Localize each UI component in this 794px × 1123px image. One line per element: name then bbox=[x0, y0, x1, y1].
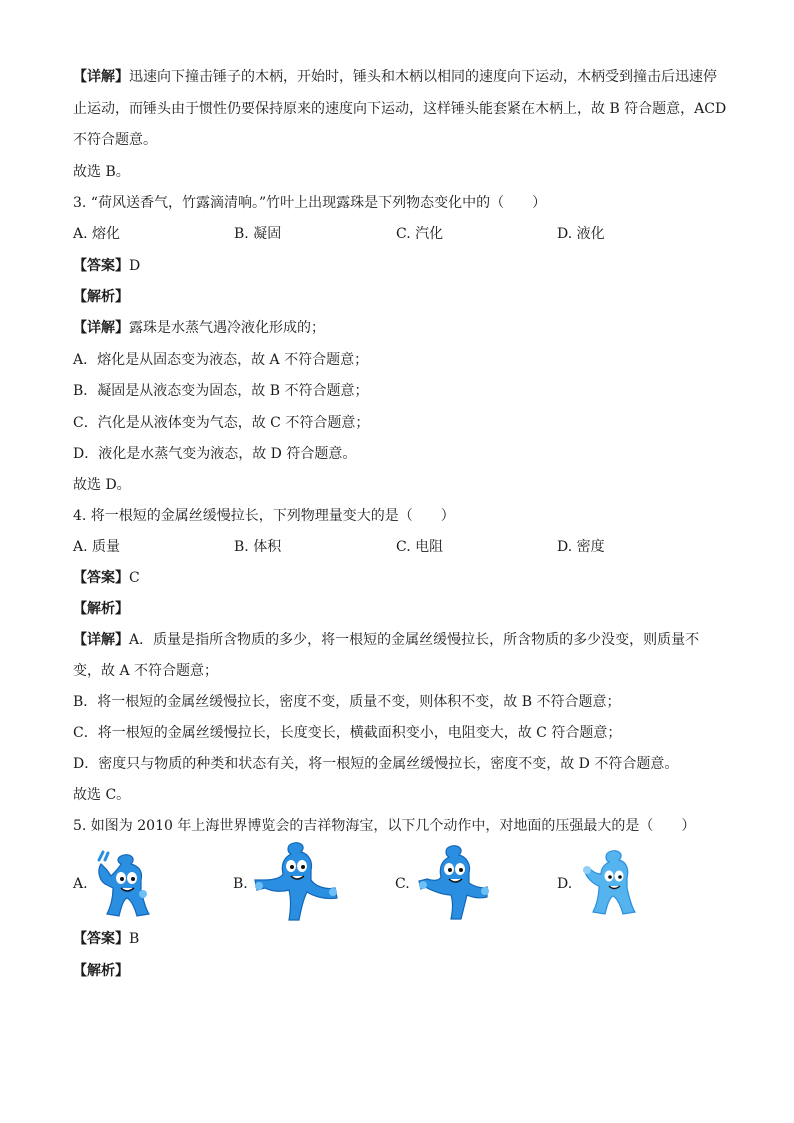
q5-option-a bbox=[73, 850, 163, 920]
prev-detail-line1: 【详解】迅速向下撞击锤子的木柄，开始时，锤头和木柄以相同的速度向下运动，木柄受到撞击后迅速停 bbox=[73, 69, 717, 85]
q5-option-a-label: A. bbox=[73, 876, 88, 892]
q3-option-a: A. 熔化 bbox=[73, 226, 121, 242]
q4-stem: 4. 将一根短的金属丝缓慢拉长，下列物理量变大的是（ ） bbox=[73, 508, 455, 524]
q3-detail: 【详解】露珠是水蒸气遇冷液化形成的； bbox=[73, 320, 325, 336]
haibao-mascot-d-icon bbox=[575, 848, 639, 916]
haibao-mascot-c-icon bbox=[413, 843, 493, 921]
q3-detail-d: D．液化是水蒸气变为液态，故 D 符合题意。 bbox=[73, 446, 357, 462]
q4-choose: 故选 C。 bbox=[73, 787, 131, 803]
q4-option-b: B. 体积 bbox=[234, 539, 282, 555]
q3-analysis-heading: 【解析】 bbox=[73, 289, 129, 305]
q4-detail-d: D．密度只与物质的种类和状态有关，将一根短的金属丝缓慢拉长，密度不变，故 D 不符合题意。 bbox=[73, 756, 679, 772]
q3-option-c: C. 汽化 bbox=[396, 226, 444, 242]
q3-choose: 故选 D。 bbox=[73, 477, 131, 493]
q4-detail-line1: 【详解】A．质量是指所含物质的多少，将一根短的金属丝缓慢拉长，所含物质的多少没变，则质量不 bbox=[73, 632, 700, 648]
q5-option-c bbox=[395, 843, 505, 921]
q5-option-b bbox=[233, 840, 343, 922]
q5-option-b-label: B. bbox=[233, 876, 248, 892]
q4-answer: 【答案】C bbox=[73, 570, 140, 586]
q3-detail-a: A．熔化是从固态变为液态，故 A 不符合题意； bbox=[73, 352, 369, 368]
q5-answer: 【答案】B bbox=[73, 931, 140, 947]
haibao-mascot-b-icon bbox=[251, 840, 341, 922]
q4-option-a: A. 质量 bbox=[73, 539, 121, 555]
q4-option-c: C. 电阻 bbox=[396, 539, 444, 555]
q5-stem: 5. 如图为 2010 年上海世界博览会的吉祥物海宝，以下几个动作中，对地面的压强最大的是（ ） bbox=[73, 818, 696, 834]
q4-option-d: D. 密度 bbox=[557, 539, 605, 555]
q5-option-d-label: D. bbox=[557, 876, 573, 892]
prev-choose: 故选 B。 bbox=[73, 164, 130, 180]
q3-answer: 【答案】D bbox=[73, 258, 141, 274]
q5-option-c-label: C. bbox=[395, 876, 410, 892]
q3-option-b: B. 凝固 bbox=[234, 226, 282, 242]
q3-option-d: D. 液化 bbox=[557, 226, 605, 242]
q5-analysis-heading: 【解析】 bbox=[73, 963, 129, 979]
q3-detail-c: C．汽化是从液体变为气态，故 C 不符合题意； bbox=[73, 415, 370, 431]
prev-detail-line3: 不符合题意。 bbox=[73, 132, 157, 148]
q4-detail-b: B．将一根短的金属丝缓慢拉长，密度不变，质量不变，则体积不变，故 B 不符合题意； bbox=[73, 694, 621, 710]
haibao-mascot-a-icon bbox=[91, 850, 161, 920]
q4-detail-line2: 变，故 A 不符合题意； bbox=[73, 663, 219, 679]
prev-detail-line2: 止运动，而锤头由于惯性仍要保持原来的速度向下运动，这样锤头能套紧在木柄上，故 B 符合题意，ACD bbox=[73, 101, 727, 117]
q5-option-d bbox=[557, 848, 657, 918]
q4-detail-c: C．将一根短的金属丝缓慢拉长，长度变长，横截面积变小，电阻变大，故 C 符合题意； bbox=[73, 725, 622, 741]
q3-stem: 3. “荷风送香气，竹露滴清响。”竹叶上出现露珠是下列物态变化中的（ ） bbox=[73, 195, 547, 211]
q4-analysis-heading: 【解析】 bbox=[73, 601, 129, 617]
q3-detail-b: B．凝固是从液态变为固态，故 B 不符合题意； bbox=[73, 383, 369, 399]
